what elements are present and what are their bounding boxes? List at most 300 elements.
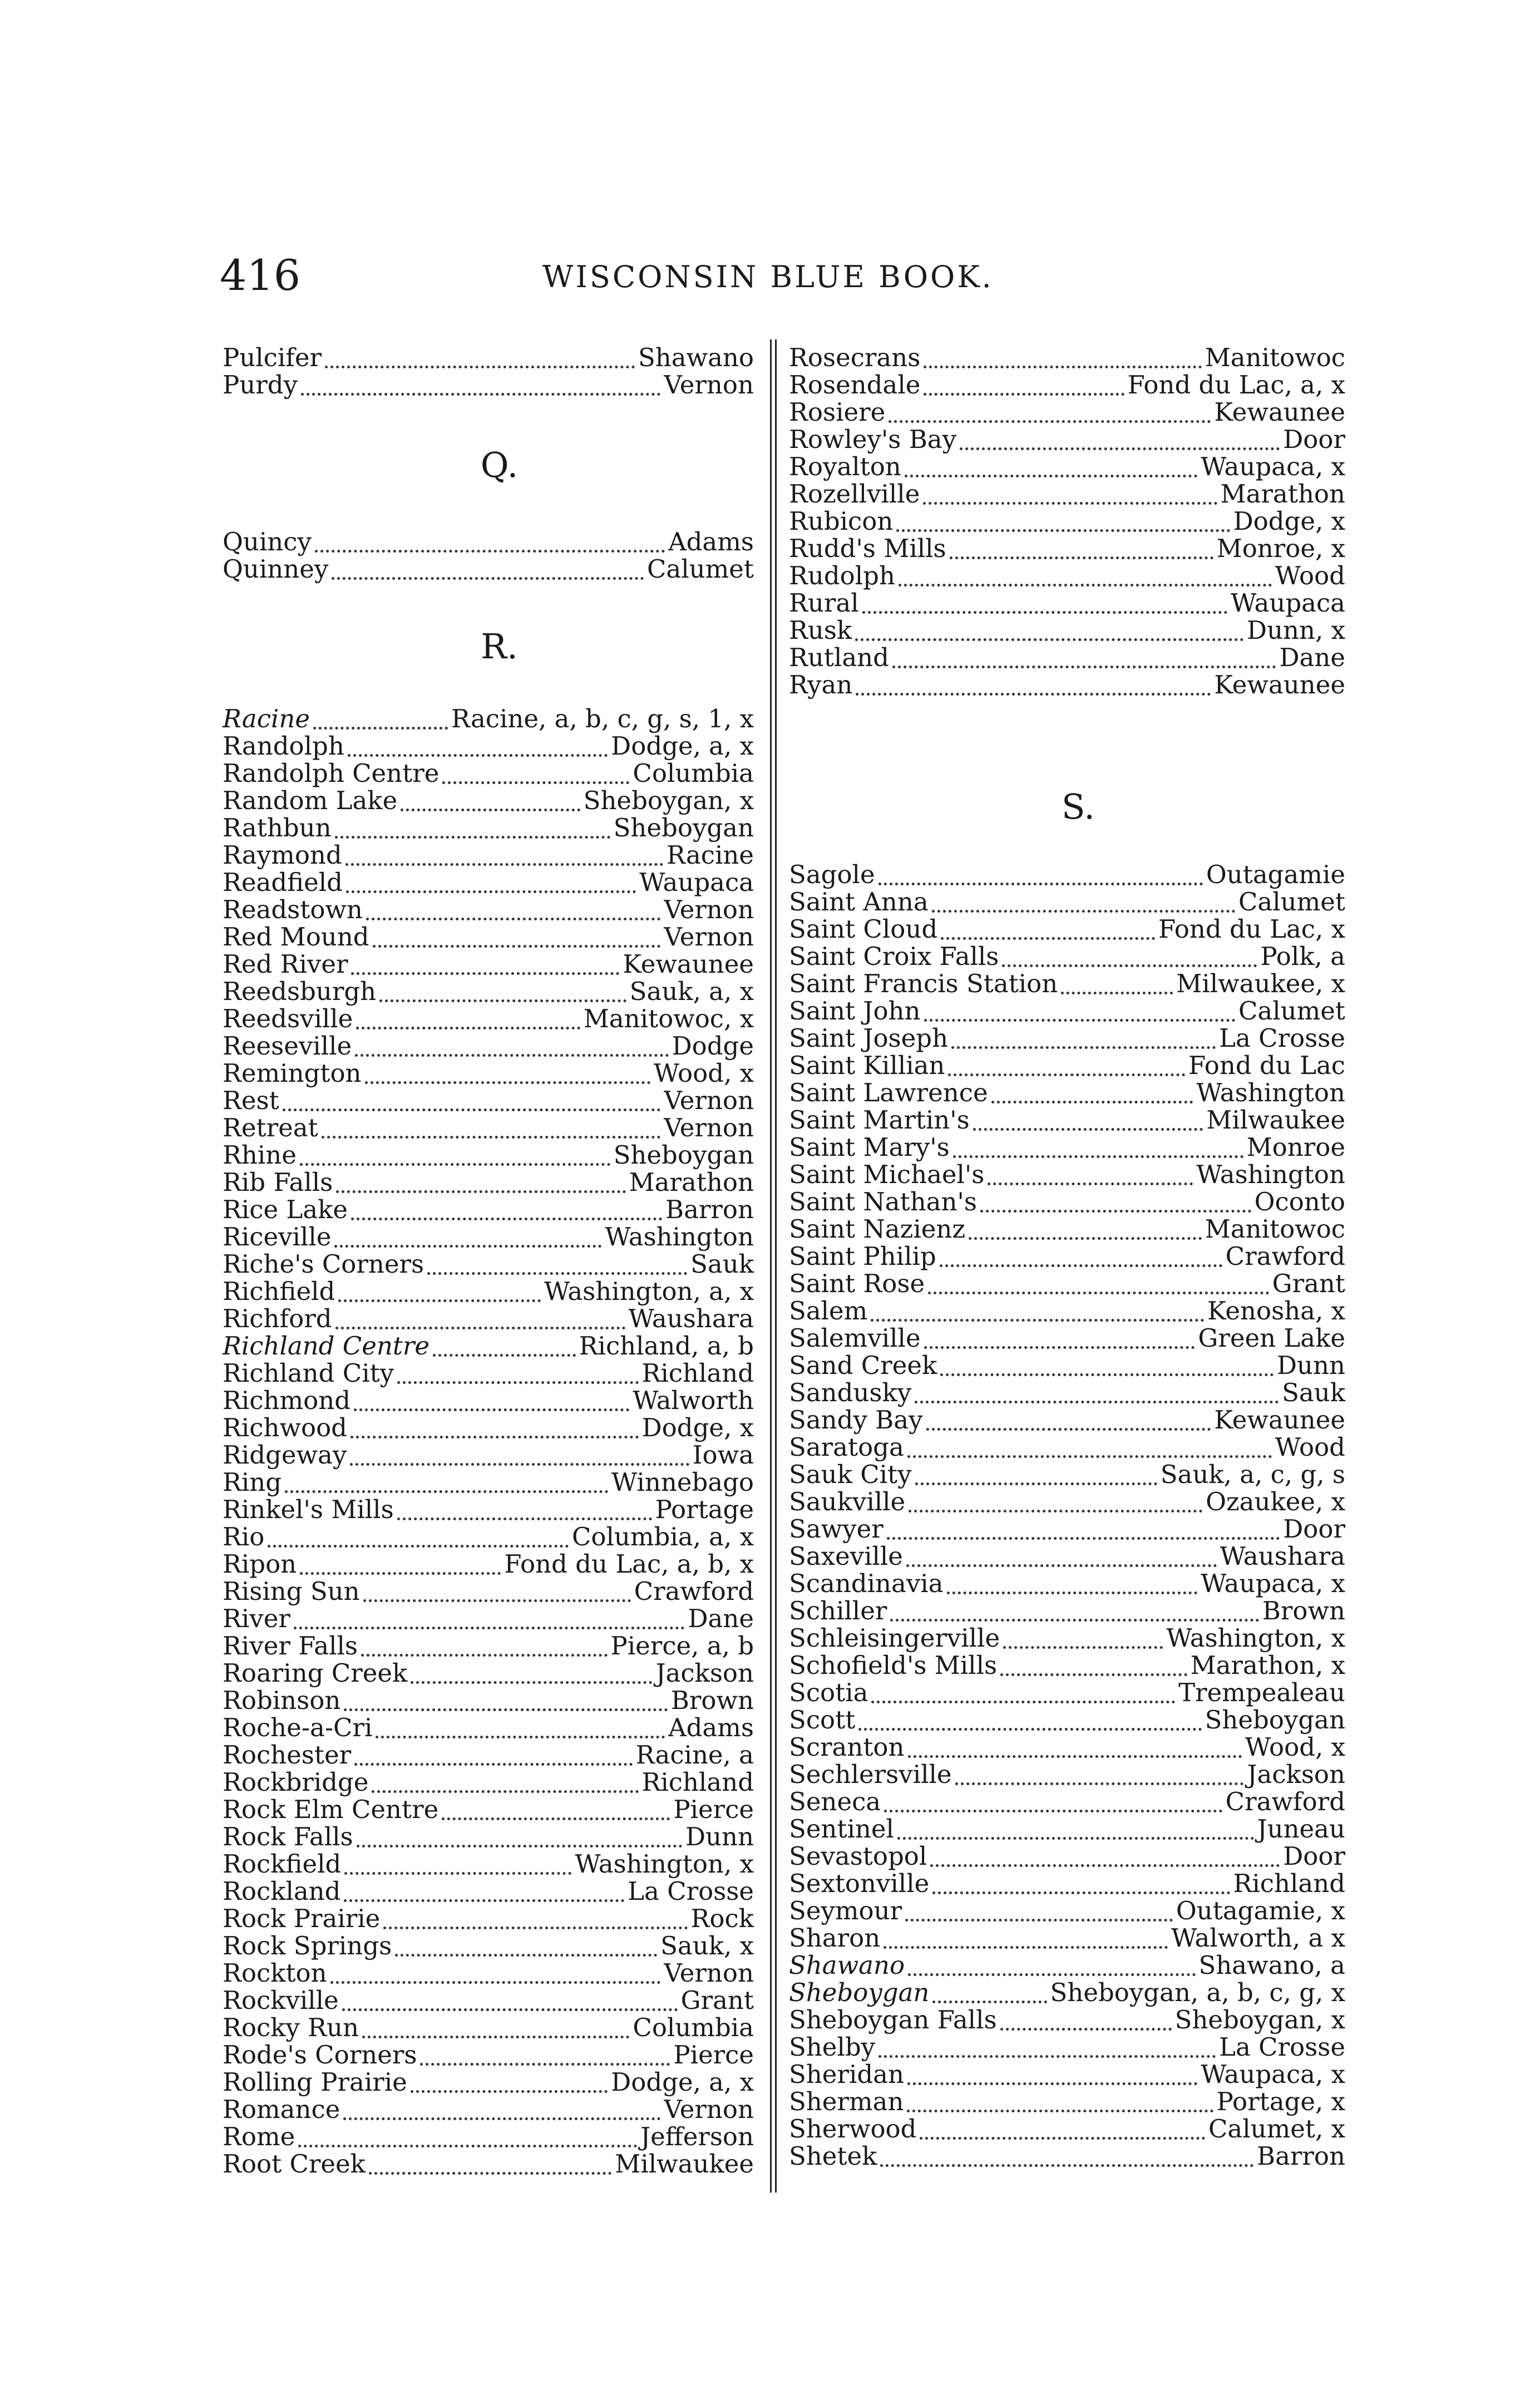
dot-leader [940,1368,1274,1376]
county-name: Vernon [664,895,754,924]
p-entries [223,344,754,398]
place-name: Racine [223,704,310,733]
place-name: Sharon [789,1923,881,1953]
county-name: Dunn, x [1246,615,1345,645]
dot-leader [335,1321,625,1329]
place-name: Rockfield [223,1849,342,1879]
county-name: Grant [680,1986,754,2015]
county-name: Rock [690,1904,754,1933]
county-name: Milwaukee [1206,1105,1345,1135]
county-name: Pierce, a, b [610,1631,754,1661]
dot-leader [357,1839,682,1848]
dot-leader [908,1968,1195,1976]
place-name: Saxeville [789,1541,903,1571]
county-name: Manitowoc [1205,343,1345,372]
gazetteer-entry [223,1032,754,1060]
dot-leader [354,1757,633,1766]
gazetteer-entry [223,1359,754,1387]
place-name: Saint Nathan's [789,1187,977,1216]
county-name: Sauk [690,1249,754,1279]
gazetteer-entry [789,1924,1345,1952]
place-name: Rock Springs [223,1931,392,1960]
gazetteer-entry [223,1768,754,1796]
dot-leader [940,1259,1222,1267]
place-name: Purdy [223,370,298,400]
dot-leader [369,2166,611,2175]
gazetteer-entry [223,1932,754,1959]
place-name: Richland Centre [223,1331,430,1361]
dot-leader [330,1976,661,1984]
county-name: Jackson [655,1658,754,1688]
place-name: Red Mound [223,922,369,952]
gazetteer-entry [223,1060,754,1087]
place-name: Scotia [789,1678,868,1707]
county-name: Sheboygan [613,1140,754,1170]
place-name: Roche-a-Cri [223,1713,373,1742]
place-name: Riche's Corners [223,1249,425,1279]
county-name: Kenosha, x [1207,1296,1345,1326]
county-name: Calumet, x [1208,2114,1345,2144]
place-name: Rest [223,1086,279,1115]
gazetteer-entry [789,1188,1345,1215]
place-name: Shetek [789,2141,877,2171]
dot-leader [332,572,644,580]
county-name: La Crosse [1219,2032,1345,2062]
dot-leader [890,1613,1258,1622]
county-name: Brown [670,1686,754,1715]
dot-leader [372,1785,638,1793]
dot-leader [980,1204,1251,1213]
county-name: Portage [655,1495,754,1524]
dot-leader [325,360,635,368]
gazetteer-entry [789,1543,1345,1570]
section-heading-q: Q. [480,445,519,485]
place-name: River Falls [223,1631,358,1661]
place-name: Sagole [789,860,875,889]
dot-leader [880,2159,1253,2167]
county-name: Adams [668,1713,754,1742]
gazetteer-entry [789,1161,1345,1188]
dot-leader [889,415,1211,423]
place-name: River [223,1604,290,1633]
dot-leader [907,2077,1197,2085]
gazetteer-entry [223,344,754,371]
dot-leader [348,748,608,757]
gazetteer-entry [789,562,1345,589]
place-name: Saint Croix Falls [789,942,999,971]
page-number: 416 [220,250,301,300]
place-name: Random Lake [223,786,398,815]
q-entries [223,528,754,583]
gazetteer-entry [223,1469,754,1496]
place-name: Saint John [789,996,921,1026]
county-name: Dodge, x [641,1413,754,1442]
dot-leader [906,1559,1217,1567]
gazetteer-entry [789,1134,1345,1161]
gazetteer-entry [223,1659,754,1687]
county-name: Manitowoc [1205,1214,1345,1244]
gazetteer-entry [789,1406,1345,1433]
r-entries-continued [789,344,1345,698]
dot-leader [1000,1668,1187,1676]
place-name: Scott [789,1705,856,1735]
gazetteer-entry [223,1878,754,1905]
place-name: Saint Francis Station [789,969,1058,998]
gazetteer-entry [223,2096,754,2123]
dot-leader [363,1594,631,1602]
place-name: Saint Rose [789,1269,925,1298]
place-name: Saint Cloud [789,914,938,944]
dot-leader [1003,1641,1163,1649]
place-name: Rosendale [789,370,921,400]
county-name: Dane [688,1604,754,1633]
place-name: Rocky Run [223,2013,359,2042]
dot-leader [932,904,1235,913]
gazetteer-entry [789,1733,1345,1761]
dot-leader [969,1231,1202,1240]
place-name: Sherwood [789,2114,917,2144]
dot-leader [361,1648,607,1657]
gazetteer-entry [789,1379,1345,1406]
county-name: Outagamie [1206,860,1345,889]
gazetteer-entry [789,915,1345,943]
county-name: Washington, a, x [544,1277,754,1306]
county-name: Winnebago [611,1467,754,1497]
dot-leader [973,1122,1203,1131]
dot-leader [856,687,1211,696]
gazetteer-entry [223,1223,754,1250]
dot-leader [915,1477,1157,1485]
county-name: Kewaunee [1214,1405,1345,1435]
gazetteer-entry [223,1959,754,1987]
place-name: Rockville [223,1986,339,2015]
county-name: Kewaunee [1214,670,1345,699]
place-name: Ryan [789,670,853,699]
place-name: Rosiere [789,397,886,427]
gazetteer-entry [789,1461,1345,1488]
place-name: Rusk [789,615,852,645]
gazetteer-entry [223,1714,754,1741]
place-name: Retreat [223,1113,318,1142]
county-name: Kewaunee [623,949,754,979]
place-name: Rio [223,1522,265,1551]
dot-leader [401,803,580,811]
dot-leader [884,1804,1222,1812]
place-name: Quinney [223,554,329,584]
gazetteer-entry [789,1352,1345,1379]
dot-leader [858,1722,1201,1731]
gazetteer-entry [223,760,754,787]
county-name: Vernon [664,1958,754,1988]
gazetteer-entry [223,896,754,923]
county-name: Dodge, x [1233,506,1345,536]
gazetteer-entry [789,371,1345,398]
place-name: Reedsburgh [223,977,377,1006]
county-name: Marathon [1220,479,1345,509]
gazetteer-entry [223,528,754,555]
gazetteer-entry [789,1652,1345,1679]
county-name: Crawford [634,1577,754,1606]
place-name: Rhine [223,1140,297,1170]
dot-leader [411,1676,652,1684]
gazetteer-entry [789,2115,1345,2142]
dot-leader [315,544,665,553]
gazetteer-entry [789,1679,1345,1706]
gazetteer-entry [789,344,1345,371]
county-name: Dodge, a, x [611,2067,754,2097]
dot-leader [442,776,629,784]
gazetteer-entry [789,2006,1345,2033]
gazetteer-entry [223,1605,754,1632]
gazetteer-entry [223,1578,754,1605]
county-name: Trempealeau [1178,1678,1345,1707]
gazetteer-entry [789,398,1345,426]
dot-leader [336,1185,625,1193]
gazetteer-entry [223,2068,754,2096]
dot-leader [344,1866,571,1875]
right-column [789,344,1345,2170]
dot-leader [355,1048,668,1057]
gazetteer-entry [223,2150,754,2178]
dot-leader [897,1831,1254,1840]
gazetteer-entry [223,1850,754,1878]
county-name: Racine, a, b, c, g, s, 1, x [451,704,754,733]
section-heading-s: S. [1062,786,1095,827]
place-name: Reedsville [223,1004,353,1033]
r-entries [223,705,754,2178]
gazetteer-entry [789,1815,1345,1843]
county-name: Sheboygan, a, b, c, g, x [1050,1978,1345,2007]
gazetteer-entry [223,1496,754,1523]
place-name: Saint Philip [789,1242,936,1271]
county-name: Dane [1279,643,1345,672]
gazetteer-entry [789,2061,1345,2088]
dot-leader [376,1730,665,1738]
county-name: Monroe [1246,1132,1345,1162]
gazetteer-entry [223,1987,754,2014]
gazetteer-entry [789,1433,1345,1461]
dot-leader [924,360,1201,368]
dot-leader [930,1859,1280,1867]
dot-leader [924,1013,1235,1022]
dot-leader [907,2104,1213,2112]
dot-leader [892,660,1276,668]
gazetteer-entry [789,1897,1345,1924]
gazetteer-entry [789,589,1345,617]
place-name: Sauk City [789,1460,912,1489]
place-name: Randolph [223,731,344,761]
county-name: Richland [641,1358,754,1388]
dot-leader [932,1995,1047,2003]
county-name: Fond du Lac [1188,1051,1345,1080]
county-name: Washington [1196,1078,1345,1107]
gazetteer-entry [223,1087,754,1114]
dot-leader [322,1130,661,1139]
county-name: Marathon, x [1190,1651,1345,1680]
dot-leader [283,1103,661,1111]
place-name: Saratoga [789,1432,904,1462]
dot-leader [342,2003,678,2011]
county-name: Washington, x [1166,1623,1345,1653]
dot-leader [298,2139,637,2147]
gazetteer-entry [789,1870,1345,1897]
county-name: Fond du Lac, a, b, x [504,1549,754,1579]
dot-leader [871,1695,1175,1703]
gazetteer-entry [223,1687,754,1714]
place-name: Schleisingerville [789,1623,1000,1653]
gazetteer-entry [789,644,1345,671]
county-name: Pierce [673,2040,754,2070]
place-name: Rock Prairie [223,1904,381,1933]
place-name: Schofield's Mills [789,1651,998,1680]
gazetteer-entry [223,814,754,841]
gazetteer-entry [789,1052,1345,1079]
county-name: Crawford [1225,1242,1345,1271]
county-name: Dunn [1276,1351,1345,1380]
s-entries [789,861,1345,2170]
gazetteer-entry [789,1324,1345,1352]
place-name: Sandusky [789,1378,912,1407]
place-name: Rib Falls [223,1167,333,1197]
gazetteer-entry [789,1024,1345,1052]
county-name: Wood, x [653,1058,754,1088]
place-name: Rozellville [789,479,920,509]
place-name: Rode's Corners [223,2040,417,2070]
place-name: Seymour [789,1896,902,1925]
place-name: Remington [223,1058,362,1088]
place-name: Quincy [223,527,312,556]
county-name: Shawano [638,343,754,372]
dot-leader [351,1212,662,1220]
county-name: Door [1283,1841,1345,1871]
dot-leader [351,1430,639,1439]
dot-leader [379,994,626,1002]
gazetteer-entry [223,1114,754,1141]
gazetteer-entry [223,1250,754,1278]
place-name: Ridgeway [223,1440,347,1470]
dot-leader [294,1621,685,1629]
county-name: Pierce [673,1795,754,1824]
county-name: Richland, a, b [579,1331,754,1361]
county-name: Waupaca, x [1201,1569,1345,1598]
dot-leader [338,1294,541,1302]
dot-leader [300,1157,610,1166]
place-name: Saint Killian [789,1051,945,1080]
dot-leader [905,1913,1173,1922]
gazetteer-entry [223,950,754,978]
place-name: Rathbun [223,813,332,843]
gazetteer-entry [789,1570,1345,1597]
gazetteer-entry [789,1106,1345,1134]
gazetteer-entry [223,1305,754,1332]
place-name: Rockland [223,1876,341,1906]
dot-leader [300,1566,501,1575]
county-name: Brown [1262,1596,1345,1625]
place-name: Rowley's Bay [789,425,957,454]
county-name: Waupaca [1231,588,1345,618]
county-name: Vernon [664,2095,754,2124]
county-name: Ozaukee, x [1206,1487,1345,1516]
gazetteer-entry [789,1215,1345,1243]
gazetteer-entry [223,1387,754,1414]
gazetteer-entry [789,535,1345,562]
place-name: Robinson [223,1686,341,1715]
place-name: Scandinavia [789,1569,944,1598]
gazetteer-entry [789,480,1345,508]
gazetteer-entry [789,1843,1345,1870]
gazetteer-entry [223,705,754,732]
county-name: Wood, x [1245,1732,1345,1762]
county-name: Dunn [685,1822,754,1851]
county-name: Sauk, a, x [629,977,754,1006]
county-name: Adams [668,527,754,556]
gazetteer-entry [223,978,754,1005]
place-name: Pulcifer [223,343,322,372]
gazetteer-entry [789,1979,1345,2006]
gazetteer-entry [223,1141,754,1169]
place-name: Sawyer [789,1514,883,1544]
county-name: Shawano, a [1198,1950,1345,1980]
dot-leader [1061,986,1173,994]
gazetteer-entry [223,2123,754,2150]
county-name: Sheboygan [613,813,754,843]
dot-leader [301,387,660,396]
county-name: Sheboygan [1205,1705,1345,1735]
county-name: Manitowoc, x [583,1004,754,1033]
dot-leader [373,939,661,948]
place-name: Red River [223,949,348,979]
gazetteer-entry [223,732,754,760]
gazetteer-entry [223,869,754,896]
gazetteer-entry [223,1332,754,1359]
dot-leader [366,912,661,920]
dot-leader [953,1150,1243,1158]
dot-leader [908,1750,1242,1758]
place-name: Rudolph [789,561,895,590]
gazetteer-entry [223,1796,754,1823]
dot-leader [356,1021,580,1029]
place-name: Rock Elm Centre [223,1795,439,1824]
dot-leader [915,1395,1279,1403]
dot-leader [924,1341,1195,1349]
gazetteer-entry [223,1196,754,1223]
county-name: Waushara [1220,1541,1345,1571]
place-name: Rural [789,588,859,618]
gazetteer-entry [789,1515,1345,1543]
gazetteer-entry [223,1741,754,1768]
gazetteer-entry [223,787,754,814]
place-name: Royalton [789,452,901,481]
dot-leader [395,1948,657,1957]
dot-leader [343,2112,660,2120]
gazetteer-entry [789,970,1345,997]
place-name: Romance [223,2095,340,2124]
place-name: Sextonville [789,1869,930,1898]
county-name: Marathon [629,1167,754,1197]
place-name: Randolph Centre [223,758,440,788]
county-name: Jackson [1247,1760,1345,1789]
gazetteer-entry [789,997,1345,1024]
county-name: Racine [667,840,754,870]
dot-leader [354,1403,629,1411]
dot-leader [862,605,1228,614]
county-name: Waupaca, x [1201,2060,1345,2089]
dot-leader [442,1812,670,1820]
place-name: Rochester [223,1740,352,1770]
gazetteer-entry [789,2033,1345,2061]
county-name: Vernon [664,1113,754,1142]
dot-leader [883,1940,1168,1949]
